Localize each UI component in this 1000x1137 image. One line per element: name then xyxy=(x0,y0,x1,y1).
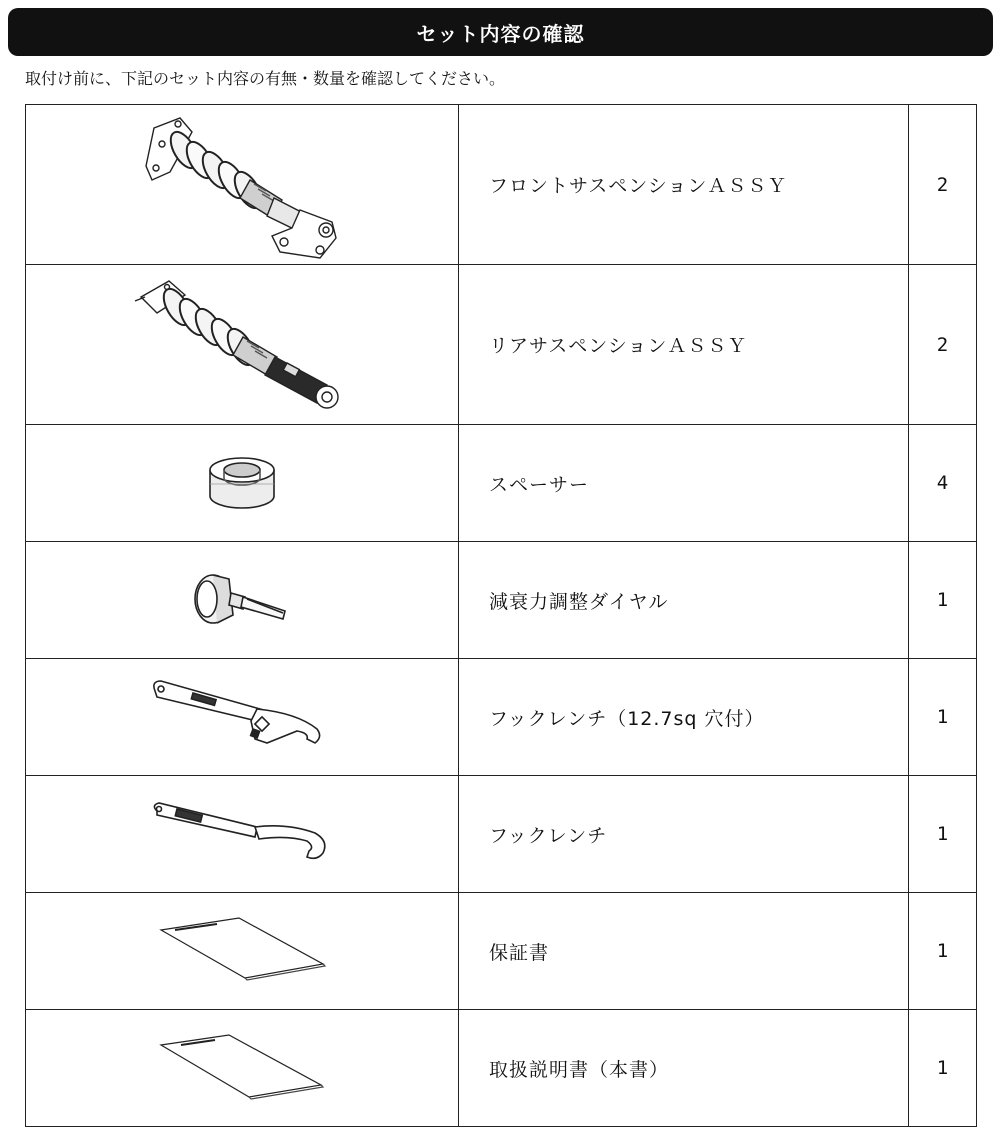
table-row xyxy=(26,425,977,542)
part-name: 取扱説明書（本書） xyxy=(459,1010,909,1127)
part-quantity: 2 xyxy=(909,265,977,425)
section-title: セット内容の確認 xyxy=(416,21,585,46)
part-name: 保証書 xyxy=(459,893,909,1010)
part-name: フックレンチ（12.7sq 穴付） xyxy=(459,659,909,776)
table-row xyxy=(26,542,977,659)
part-image-cell xyxy=(26,776,459,893)
part-image-cell xyxy=(26,1010,459,1127)
hook-wrench-icon xyxy=(147,799,337,869)
part-quantity: 1 xyxy=(909,776,977,893)
table-row xyxy=(26,1010,977,1127)
part-image-cell xyxy=(26,893,459,1010)
part-image-cell xyxy=(26,542,459,659)
table-row xyxy=(26,105,977,265)
part-quantity: 1 xyxy=(909,542,977,659)
rear-suspension-icon xyxy=(127,275,357,415)
table-row xyxy=(26,265,977,425)
front-suspension-icon xyxy=(132,110,352,260)
damping-dial-icon xyxy=(187,565,297,635)
part-name: スペーサー xyxy=(459,425,909,542)
spacer-icon xyxy=(202,448,282,518)
table-row xyxy=(26,659,977,776)
instruction-text: 取付け前に、下記のセット内容の有無・数量を確認してください。 xyxy=(25,69,506,88)
part-quantity: 1 xyxy=(909,659,977,776)
part-image-cell xyxy=(26,265,459,425)
part-name: 減衰力調整ダイヤル xyxy=(459,542,909,659)
part-quantity: 4 xyxy=(909,425,977,542)
table-row xyxy=(26,776,977,893)
part-image-cell xyxy=(26,425,459,542)
part-image-cell xyxy=(26,105,459,265)
table-row xyxy=(26,893,977,1010)
part-quantity: 2 xyxy=(909,105,977,265)
section-title-bar xyxy=(8,8,993,56)
part-name: リアサスペンションＡＳＳＹ xyxy=(459,265,909,425)
hook-wrench-with-hole-icon xyxy=(147,677,337,757)
parts-table xyxy=(25,104,977,1127)
part-quantity: 1 xyxy=(909,893,977,1010)
part-name: フックレンチ xyxy=(459,776,909,893)
instruction-manual-icon xyxy=(157,1033,327,1103)
part-name: フロントサスペンションＡＳＳＹ xyxy=(459,105,909,265)
part-quantity: 1 xyxy=(909,1010,977,1127)
warranty-document-icon xyxy=(157,916,327,986)
part-image-cell xyxy=(26,659,459,776)
